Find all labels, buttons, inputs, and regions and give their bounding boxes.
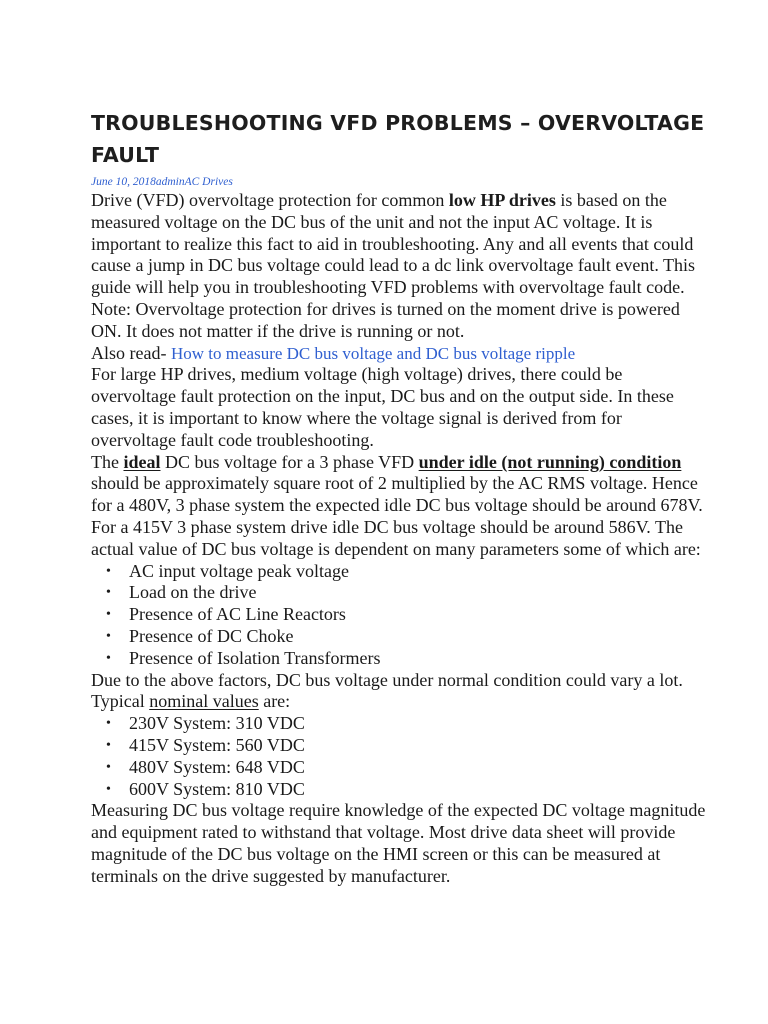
list-item: • Load on the drive [129, 582, 708, 604]
list-item: • Presence of AC Line Reactors [129, 604, 708, 626]
ideal-text-middle: DC bus voltage for a 3 phase VFD [160, 451, 419, 472]
list-item: • Presence of Isolation Transformers [129, 648, 708, 670]
intro-paragraph [91, 190, 708, 299]
also-read-paragraph [91, 343, 708, 365]
list-item: • 415V System: 560 VDC [129, 735, 708, 757]
ideal-text-start: The [91, 451, 124, 472]
also-read-link[interactable]: How to measure DC bus voltage and DC bus voltage ripple [170, 343, 576, 363]
note-paragraph: Note: Overvoltage protection for drives is turned on the moment drive is powered ON. It does not matter if the drive is running or not. [91, 298, 680, 341]
intro-bold-term: low HP drives [448, 190, 556, 210]
nominal-values-list [91, 713, 708, 800]
intro-text-end: is based on the measured voltage on the DC bus of the unit and not the input AC voltage. It is important to realize this fact to aid in troubleshooting. Any and all events that could cause a jump in DC bus voltage could lead to a dc link overvoltage fault event. This guide will help you in troubleshooting VFD problems with overvoltage fault code. [91, 190, 696, 298]
also-read-label: Also read- [91, 342, 171, 363]
factors-list [91, 561, 708, 670]
article-body [91, 190, 708, 888]
ideal-text-end: should be approximately square root of 2 multiplied by the AC RMS voltage. Hence for a 480V, 3 phase system the expected idle DC bus voltage should be around 678V. For a 415V 3 phase system drive idle DC bus voltage should be around 586V. The actual value of DC bus voltage is dependent on many parameters some of which are: [91, 473, 703, 559]
nominal-values-term: nominal values [149, 691, 259, 712]
post-author[interactable]: admin [155, 176, 185, 188]
list-item: • 230V System: 310 VDC [129, 713, 708, 735]
large-hp-paragraph: For large HP drives, medium voltage (high voltage) drives, there could be overvoltage fault protection on the input, DC bus and on the output side. In these cases, it is important to know where the voltage signal is derived from for overvoltage fault code troubleshooting. [91, 364, 674, 450]
intro-text-start: Drive (VFD) overvoltage protection for common [91, 190, 449, 210]
nominal-text-start: Due to the above factors, DC bus voltage under normal condition could vary a lot. Typical [91, 669, 683, 712]
list-item: • 480V System: 648 VDC [129, 757, 708, 779]
ideal-term: ideal [123, 451, 161, 472]
nominal-text-end: are: [258, 691, 291, 712]
nominal-intro-paragraph [91, 670, 708, 714]
article-meta [91, 175, 708, 189]
idle-condition-term: under idle (not running) condition [418, 451, 682, 472]
list-item: • 600V System: 810 VDC [129, 779, 708, 801]
article-title: TROUBLESHOOTING VFD PROBLEMS – OVERVOLTAGE FAULT [91, 111, 705, 167]
list-item: • AC input voltage peak voltage [129, 561, 708, 583]
measuring-paragraph: Measuring DC bus voltage require knowledge of the expected DC voltage magnitude and equipment rated to withstand that voltage. Most drive data sheet will provide magnitude of the DC bus voltage on the HMI screen or this can be measured at terminals on the drive suggested by manufacturer. [91, 800, 706, 886]
post-category[interactable]: AC Drives [184, 176, 233, 188]
post-date[interactable]: June 10, 2018 [91, 176, 156, 188]
list-item: • Presence of DC Choke [129, 626, 708, 648]
ideal-voltage-paragraph [91, 452, 708, 561]
